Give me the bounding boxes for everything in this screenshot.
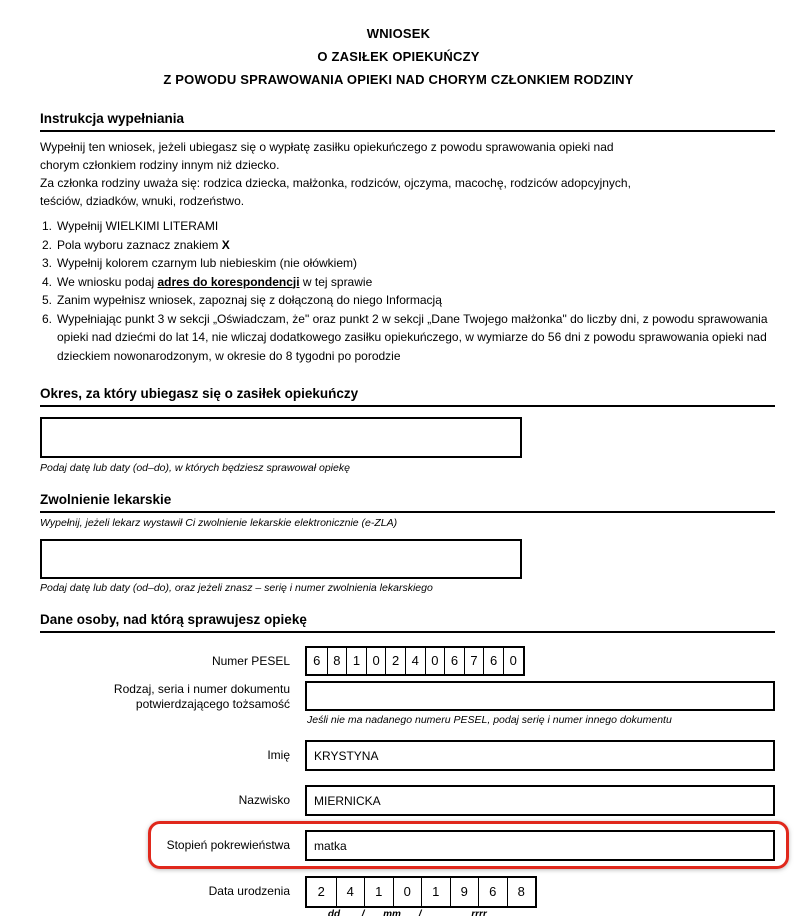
document-title: [0, 22, 797, 91]
birth-date-digit[interactable]: 1: [421, 878, 450, 906]
list-item-number: 4.: [42, 274, 53, 289]
relationship-input[interactable]: matka: [305, 830, 775, 861]
instructions-heading: Instrukcja wypełniania: [40, 111, 775, 132]
birth-date-digit[interactable]: 6: [478, 878, 507, 906]
sick-leave-bottom-hint: Podaj datę lub daty (od–do), oraz jeżeli znasz – serię i numer zwolnienia lekarskiego: [40, 582, 433, 594]
list-item-text: Wypełnij kolorem czarnym lub niebieskim (nie ołówkiem): [57, 256, 357, 270]
sick-leave-heading: Zwolnienie lekarskie: [40, 492, 775, 513]
paragraph-line: chorym członkiem rodziny innym niż dziecko.: [40, 158, 280, 172]
birth-date-label: Data urodzenia: [208, 884, 290, 898]
identity-document-label: [40, 682, 290, 712]
pesel-digit[interactable]: 4: [405, 648, 425, 674]
title-line-2: O ZASIŁEK OPIEKUŃCZY: [317, 49, 480, 64]
list-item-text: We wniosku podaj: [57, 274, 158, 289]
pesel-digit[interactable]: 2: [385, 648, 405, 674]
birth-date-digit[interactable]: 9: [450, 878, 479, 906]
pesel-row: [40, 646, 775, 676]
identity-document-label-line1: Rodzaj, seria i numer dokumentu: [113, 682, 290, 696]
list-item: [40, 310, 775, 366]
section-cared-person-data: [40, 612, 775, 916]
birth-date-separator: /: [418, 909, 422, 916]
list-item: [40, 236, 775, 255]
pesel-digit[interactable]: 7: [464, 648, 484, 674]
section-benefit-period: [40, 386, 775, 475]
birth-date-digit[interactable]: 8: [507, 878, 536, 906]
last-name-label: Nazwisko: [238, 793, 290, 807]
identity-document-row: [40, 681, 775, 727]
list-item-number: 5.: [42, 293, 53, 307]
section-sick-leave: [40, 492, 775, 595]
list-item-underlined-text: adres do korespondencji: [157, 274, 300, 289]
identity-document-input[interactable]: [305, 681, 775, 711]
list-item-text: Wypełnij WIELKIMI LITERAMI: [57, 219, 219, 233]
birth-date-digit[interactable]: 4: [336, 878, 365, 906]
list-item-text: Zanim wypełnisz wniosek, zapoznaj się z dołączoną do niego Informacją: [57, 293, 442, 307]
first-name-input[interactable]: KRYSTYNA: [305, 740, 775, 771]
pesel-digit[interactable]: 8: [327, 648, 347, 674]
birth-date-rrrr-label: rrrr: [471, 909, 487, 916]
birth-date-digit[interactable]: 0: [393, 878, 422, 906]
birth-date-format-labels: [305, 909, 537, 916]
last-name-input[interactable]: MIERNICKA: [305, 785, 775, 816]
title-line-1: WNIOSEK: [366, 26, 431, 41]
pesel-digit[interactable]: 0: [503, 648, 523, 674]
birth-date-dd-label: dd: [327, 909, 341, 916]
birth-date-digit[interactable]: 1: [364, 878, 393, 906]
birth-date-row: [40, 876, 775, 916]
birth-date-digit[interactable]: 2: [317, 884, 325, 899]
instructions-list: [40, 217, 775, 365]
cared-person-heading: Dane osoby, nad którą sprawujesz opiekę: [40, 612, 775, 633]
section-instructions: [40, 111, 775, 365]
list-item-number: 3.: [42, 256, 53, 270]
pesel-digit[interactable]: 1: [346, 648, 366, 674]
benefit-period-heading: Okres, za który ubiegasz się o zasiłek opiekuńczy: [40, 386, 775, 407]
first-name-row: [40, 740, 775, 771]
birth-date-digit-boxes[interactable]: [305, 876, 537, 908]
pesel-label: Numer PESEL: [211, 653, 290, 668]
last-name-row: [40, 785, 775, 816]
pesel-digit-boxes[interactable]: [305, 646, 525, 676]
birth-date-mm-label: mm: [383, 909, 401, 916]
list-item-text: w tej sprawie: [299, 274, 373, 289]
relationship-row: [40, 830, 775, 861]
pesel-digit[interactable]: 6: [483, 648, 503, 674]
paragraph-line: teściów, dziadków, wnuki, rodzeństwo.: [40, 194, 245, 208]
first-name-label: Imię: [267, 748, 290, 762]
list-item-number: 1.: [42, 219, 53, 233]
pesel-digit[interactable]: 0: [425, 648, 445, 674]
sick-leave-input[interactable]: [40, 539, 522, 579]
list-item-number: 6.: [42, 311, 53, 326]
list-item: [40, 254, 775, 273]
pesel-digit[interactable]: 6: [444, 648, 464, 674]
paragraph-line: Wypełnij ten wniosek, jeżeli ubiegasz się o wypłatę zasiłku opiekuńczego z powodu sprawowania opieki nad: [40, 140, 614, 154]
list-item-text: Wypełniając punkt 3 w sekcji „Oświadczam, że" oraz punkt 2 w sekcji „Dane Twojego małżonka" do liczby dni, z powodu sprawowania opieki nad dziećmi do lat 14, nie wliczaj dodatkowego zasiłku opiekuńczego, w wymiarze do 56 dni z powodu sprawowania opieki nad dzieckiem nowonarodzonym, w okresie do 8 tygodni po porodzie: [57, 311, 768, 363]
list-item: [40, 291, 775, 310]
list-item: [40, 273, 775, 292]
instructions-paragraphs: [40, 138, 775, 210]
paragraph-line: Za członka rodziny uważa się: rodzica dziecka, małżonka, rodziców, ojczyma, macochę, rodziców adopcyjnych,: [40, 176, 631, 190]
birth-date-separator: /: [361, 909, 365, 916]
pesel-digit[interactable]: 6: [313, 653, 321, 668]
list-item-text: Pola wyboru zaznacz znakiem: [57, 237, 222, 252]
list-item: [40, 217, 775, 236]
sick-leave-top-hint: Wypełnij, jeżeli lekarz wystawił Ci zwolnienie lekarskie elektronicznie (e-ZLA): [40, 517, 398, 529]
title-line-3: Z POWODU SPRAWOWANIA OPIEKI NAD CHORYM CZŁONKIEM RODZINY: [163, 72, 634, 87]
benefit-period-input[interactable]: [40, 417, 522, 458]
pesel-digit[interactable]: 0: [366, 648, 386, 674]
benefit-period-hint: Podaj datę lub daty (od–do), w których będziesz sprawował opiekę: [40, 462, 350, 474]
relationship-label: Stopień pokrewieństwa: [166, 838, 290, 852]
list-item-number: 2.: [42, 237, 53, 252]
list-item-bold-x: X: [221, 237, 230, 252]
identity-document-label-line2: potwierdzającego tożsamość: [135, 697, 290, 711]
identity-document-hint: Jeśli nie ma nadanego numeru PESEL, podaj serię i numer innego dokumentu: [307, 714, 672, 726]
